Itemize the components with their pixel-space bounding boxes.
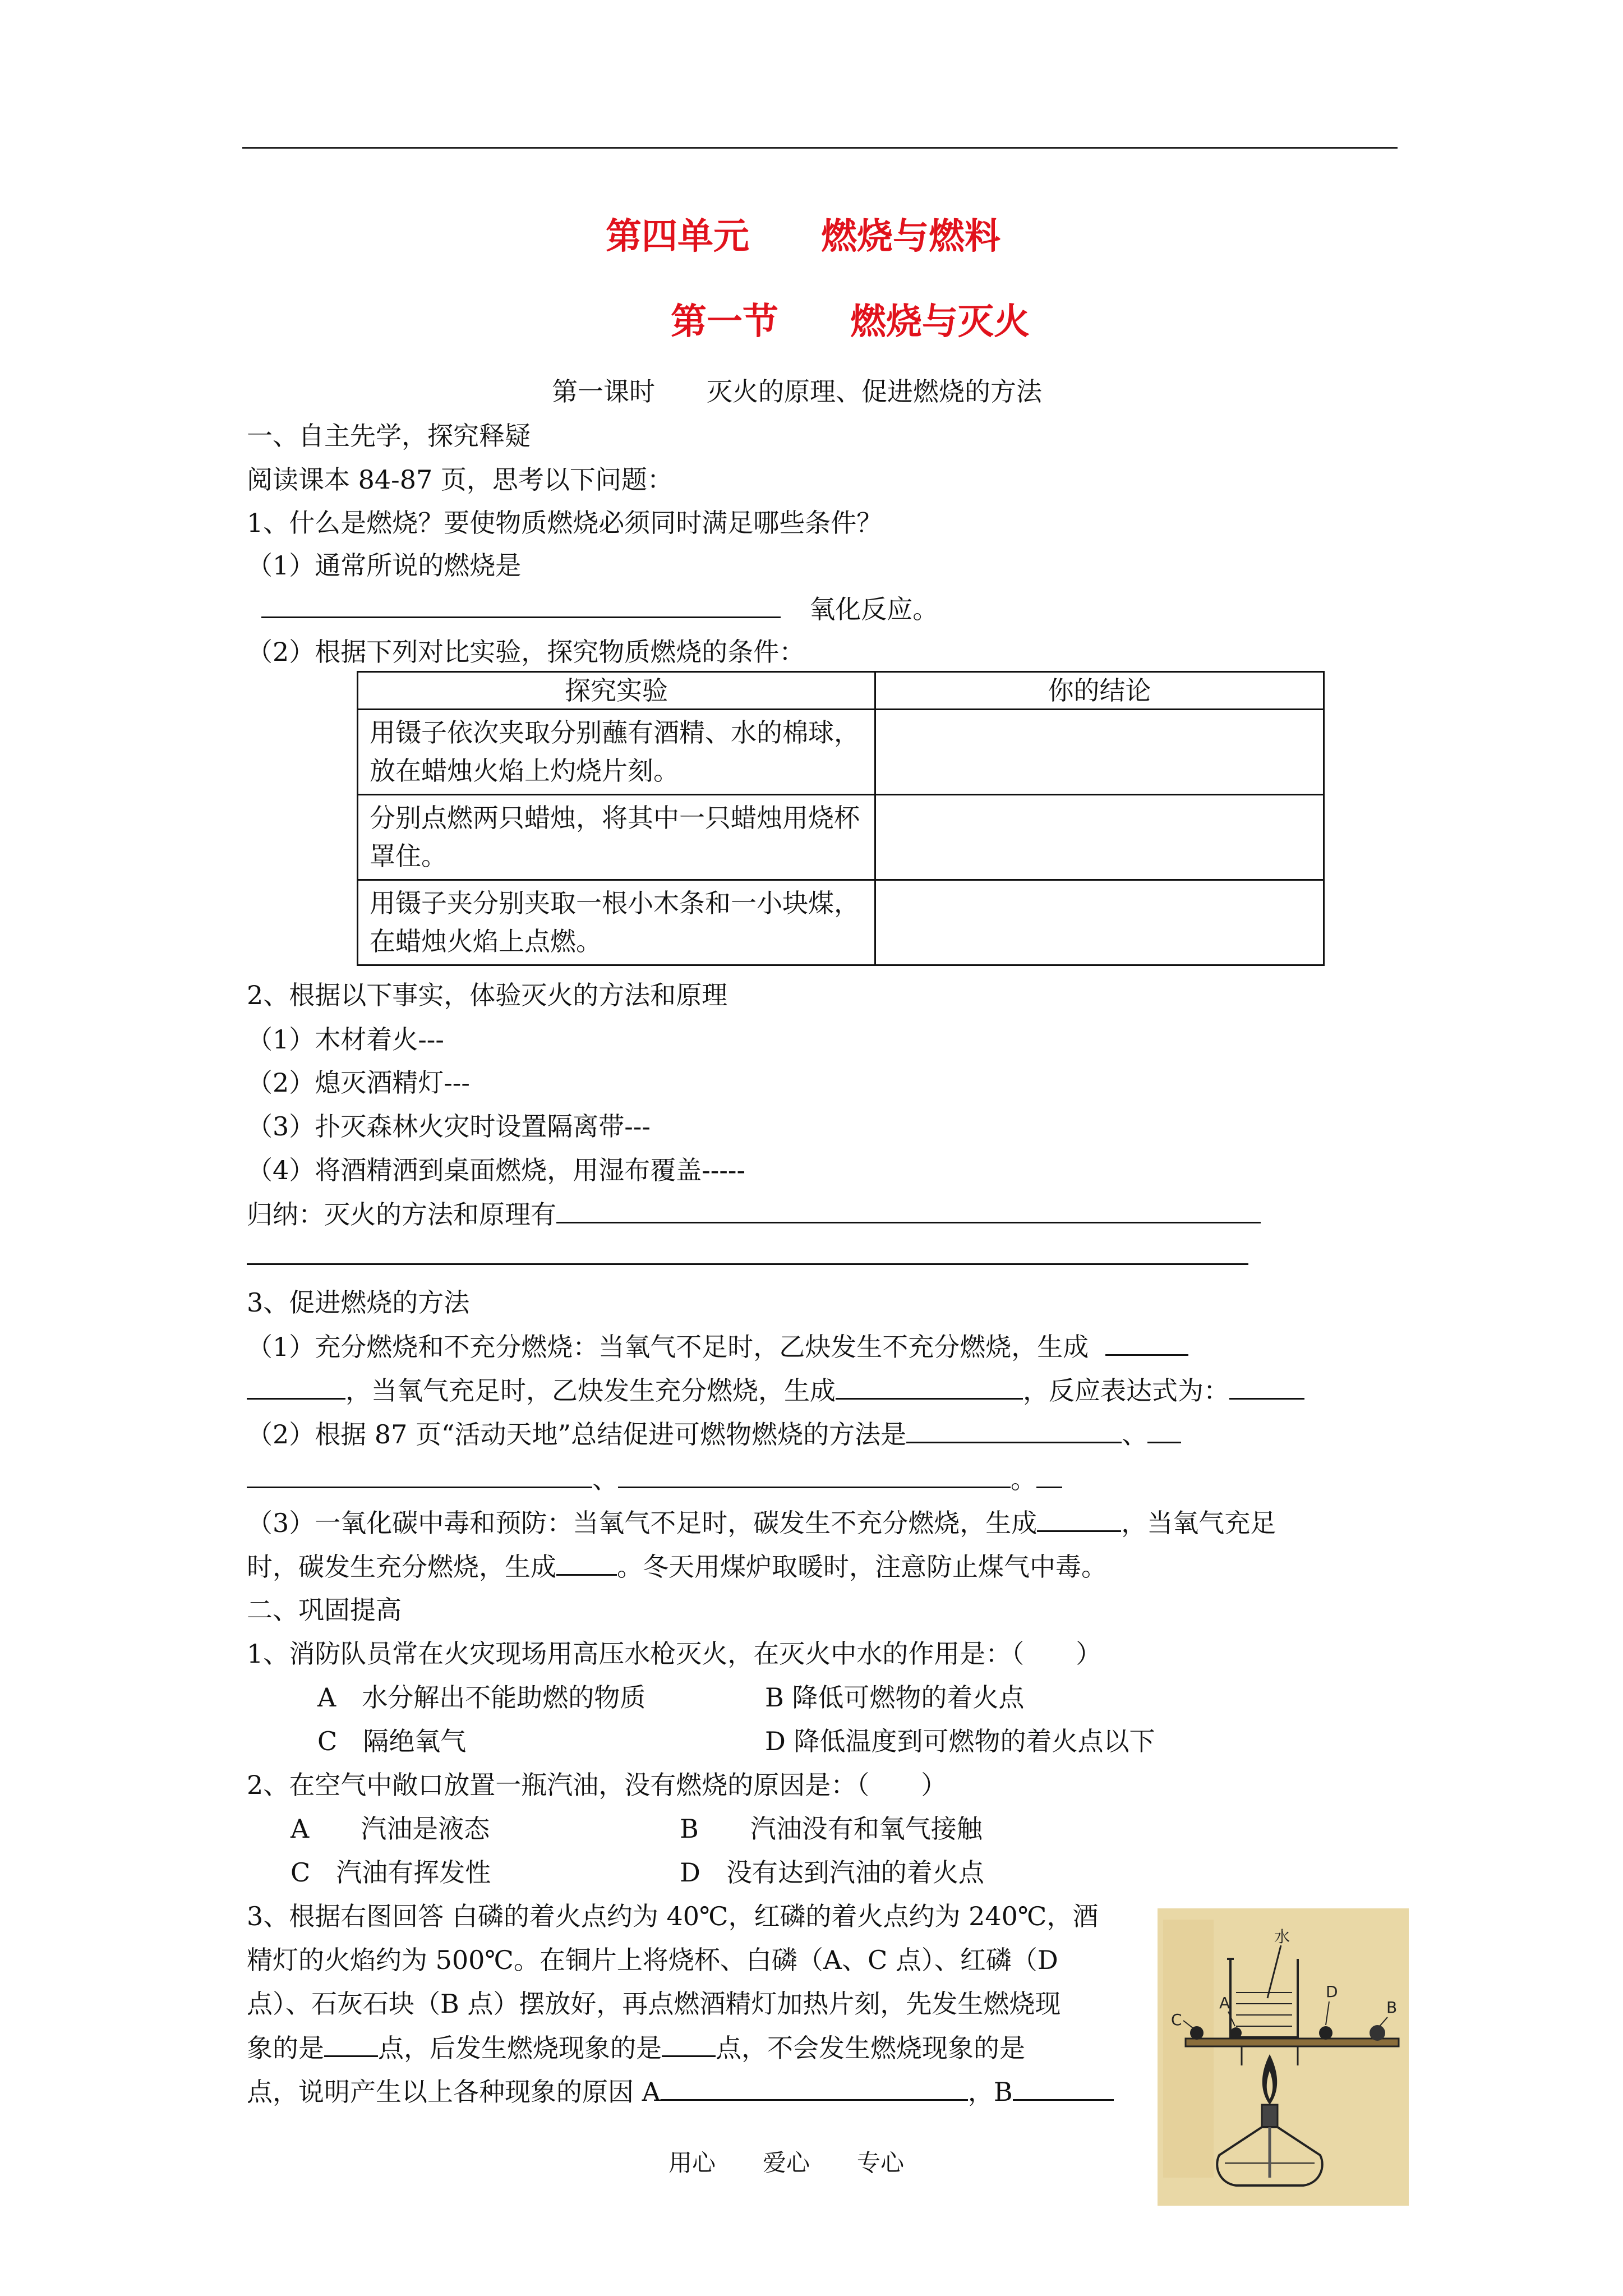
q3-sub2-text: （2）根据 87 页“活动天地”总结促进可燃物燃烧的方法是 [247, 1419, 907, 1450]
table-row [358, 795, 1324, 880]
point-c-label: C [1171, 2010, 1182, 2029]
unit-title: 第四单元 燃烧与燃料 [606, 216, 1000, 257]
answer-blank[interactable] [247, 1373, 345, 1400]
table-row [358, 710, 1324, 795]
q2-item: （4）将酒精洒到桌面燃烧，用湿布覆盖----- [247, 1155, 745, 1185]
q2-item: （3）扑灭森林火灾时设置隔离带--- [247, 1111, 651, 1142]
section-title: 第一节 燃烧与灭火 [671, 301, 1030, 343]
p2-q3-text: 点，后发生燃烧现象的是 [378, 2033, 662, 2063]
part1-intro: 阅读课本 84-87 页，思考以下问题： [247, 464, 673, 495]
point-d-label: D [1326, 1982, 1338, 2001]
p2-q3-line4 [247, 2031, 1025, 2065]
answer-blank[interactable] [1013, 2074, 1114, 2101]
q3-sub1-text: ，反应表达式为： [1023, 1375, 1229, 1406]
period: 。 [1011, 1464, 1036, 1494]
p2-q1-option-b[interactable]: B 降低可燃物的着火点 [765, 1682, 1025, 1713]
point-b-label: B [1386, 1998, 1398, 2017]
experiment-table [357, 671, 1325, 966]
part2-heading: 二、巩固提高 [247, 1595, 402, 1625]
answer-blank[interactable] [247, 1263, 1248, 1265]
q3-sub1-text: （1）充分燃烧和不充分燃烧：当氧气不足时，乙炔发生不充分燃烧，生成 [247, 1332, 1089, 1362]
answer-blank[interactable] [618, 1462, 1011, 1488]
p2-q3-text: ，B [967, 2077, 1013, 2107]
answer-blank[interactable] [556, 1549, 617, 1576]
q3-sub1-line1 [247, 1329, 1188, 1364]
q1-text: 1、什么是燃烧？要使物质燃烧必须同时满足哪些条件？ [247, 508, 883, 538]
p2-q1-text: 1、消防队员常在火灾现场用高压水枪灭火，在灭火中水的作用是：（ ） [247, 1639, 1102, 1669]
q1-sub1-tail: 氧化反应。 [809, 594, 939, 624]
q1-sub1-answer-row [261, 592, 938, 626]
conclusion-cell[interactable] [875, 710, 1324, 795]
answer-blank[interactable] [836, 1373, 1023, 1400]
q3-sub3-line2 [247, 1549, 1107, 1584]
q2-summary-row [247, 1197, 1261, 1231]
q2-text: 2、根据以下事实，体验灭火的方法和原理 [247, 980, 728, 1010]
q3-sub3-text: 。冬天用煤炉取暖时，注意防止煤气中毒。 [617, 1552, 1107, 1582]
separator: 、 [592, 1464, 618, 1494]
table-cell: 用镊子依次夹取分别蘸有酒精、水的棉球，放在蜡烛火焰上灼烧片刻。 [358, 710, 875, 795]
p2-q3-line: 3、根据右图回答 白磷的着火点约为 40℃，红磷的着火点约为 240℃，酒 [247, 1901, 1099, 1931]
p2-q1-option-c[interactable]: C 隔绝氧气 [317, 1726, 467, 1756]
q3-sub3-text: 时，碳发生充分燃烧，生成 [247, 1552, 556, 1582]
answer-blank[interactable] [662, 2031, 716, 2057]
p2-q3-text: 象的是 [247, 2033, 324, 2063]
answer-blank[interactable] [261, 592, 781, 618]
q2-item: （1）木材着火--- [247, 1024, 444, 1055]
p2-q3-line: 精灯的火焰约为 500℃。在铜片上将烧杯、白磷（A、C 点）、红磷（D [247, 1945, 1058, 1975]
p2-q3-text: 点，说明产生以上各种现象的原因 A [247, 2077, 661, 2107]
water-label: 水 [1274, 1927, 1290, 1946]
q2-item: （2）熄灭酒精灯--- [247, 1068, 470, 1098]
p2-q2-option-d[interactable]: D 没有达到汽油的着火点 [680, 1857, 984, 1888]
p2-q2-option-a[interactable]: A 汽油是液态 [291, 1814, 490, 1844]
table-cell: 用镊子夹分别夹取一根小木条和一小块煤，在蜡烛火焰上点燃。 [358, 880, 875, 965]
answer-blank[interactable] [1037, 1506, 1121, 1532]
answer-blank[interactable] [906, 1417, 1122, 1443]
answer-blank[interactable] [1147, 1417, 1181, 1443]
p2-q3-line: 点）、石灰石块（B 点）摆放好，再点燃酒精灯加热片刻，先发生燃烧现 [247, 1989, 1061, 2019]
table-header-cell: 你的结论 [875, 672, 1324, 710]
q3-sub3-line1 [247, 1506, 1276, 1540]
conclusion-cell[interactable] [875, 795, 1324, 880]
p2-q2-option-c[interactable]: C 汽油有挥发性 [291, 1857, 491, 1888]
p2-q1-option-d[interactable]: D 降低温度到可燃物的着火点以下 [765, 1726, 1155, 1756]
answer-blank[interactable] [324, 2031, 378, 2057]
table-cell: 分别点燃两只蜡烛，将其中一只蜡烛用烧杯罩住。 [358, 795, 875, 880]
point-a-label: A [1219, 1994, 1230, 2012]
answer-blank[interactable] [1105, 1329, 1188, 1356]
table-header-cell: 探究实验 [358, 672, 875, 710]
q3-text: 3、促进燃烧的方法 [247, 1287, 470, 1318]
q3-sub1-line2 [247, 1373, 1304, 1407]
p2-q2-text: 2、在空气中敞口放置一瓶汽油，没有燃烧的原因是：（ ） [247, 1770, 947, 1800]
footer: 用心 爱心 专心 [668, 2149, 905, 2177]
p2-q3-text: 点，不会发生燃烧现象的是 [716, 2033, 1025, 2063]
p2-q3-line5 [247, 2074, 1114, 2109]
p2-q1-option-a[interactable]: A 水分解出不能助燃的物质 [317, 1682, 646, 1713]
separator: 、 [1122, 1419, 1148, 1450]
q3-sub1-text: ，当氧气充足时，乙炔发生充分燃烧，生成 [345, 1375, 836, 1406]
conclusion-cell[interactable] [875, 880, 1324, 965]
q3-sub3-text: （3）一氧化碳中毒和预防：当氧气不足时，碳发生不充分燃烧，生成 [247, 1508, 1038, 1538]
q3-sub3-text: ，当氧气充足 [1121, 1508, 1276, 1538]
answer-blank[interactable] [1229, 1373, 1304, 1400]
q2-summary: 归纳：灭火的方法和原理有 [247, 1199, 556, 1230]
part1-heading: 一、自主先学，探究释疑 [247, 421, 531, 451]
header-rule [242, 147, 1398, 149]
table-row [358, 880, 1324, 965]
answer-blank[interactable] [247, 1462, 592, 1488]
p2-q2-option-b[interactable]: B 汽油没有和氧气接触 [680, 1814, 983, 1844]
beaker-lamp-illustration [1158, 1908, 1409, 2206]
table-header-row [358, 672, 1324, 710]
q3-sub2-line1 [247, 1417, 1181, 1451]
q1-sub1: （1）通常所说的燃烧是 [247, 550, 522, 581]
q1-sub2: （2）根据下列对比实验，探究物质燃烧的条件： [247, 637, 805, 667]
answer-blank[interactable] [556, 1197, 1261, 1223]
q3-sub2-line2 [247, 1462, 1062, 1496]
answer-blank[interactable] [1036, 1462, 1062, 1488]
lesson-title: 第一课时 灭火的原理、促进燃烧的方法 [552, 376, 1042, 407]
answer-blank[interactable] [661, 2074, 968, 2101]
experiment-figure [1158, 1908, 1409, 2206]
